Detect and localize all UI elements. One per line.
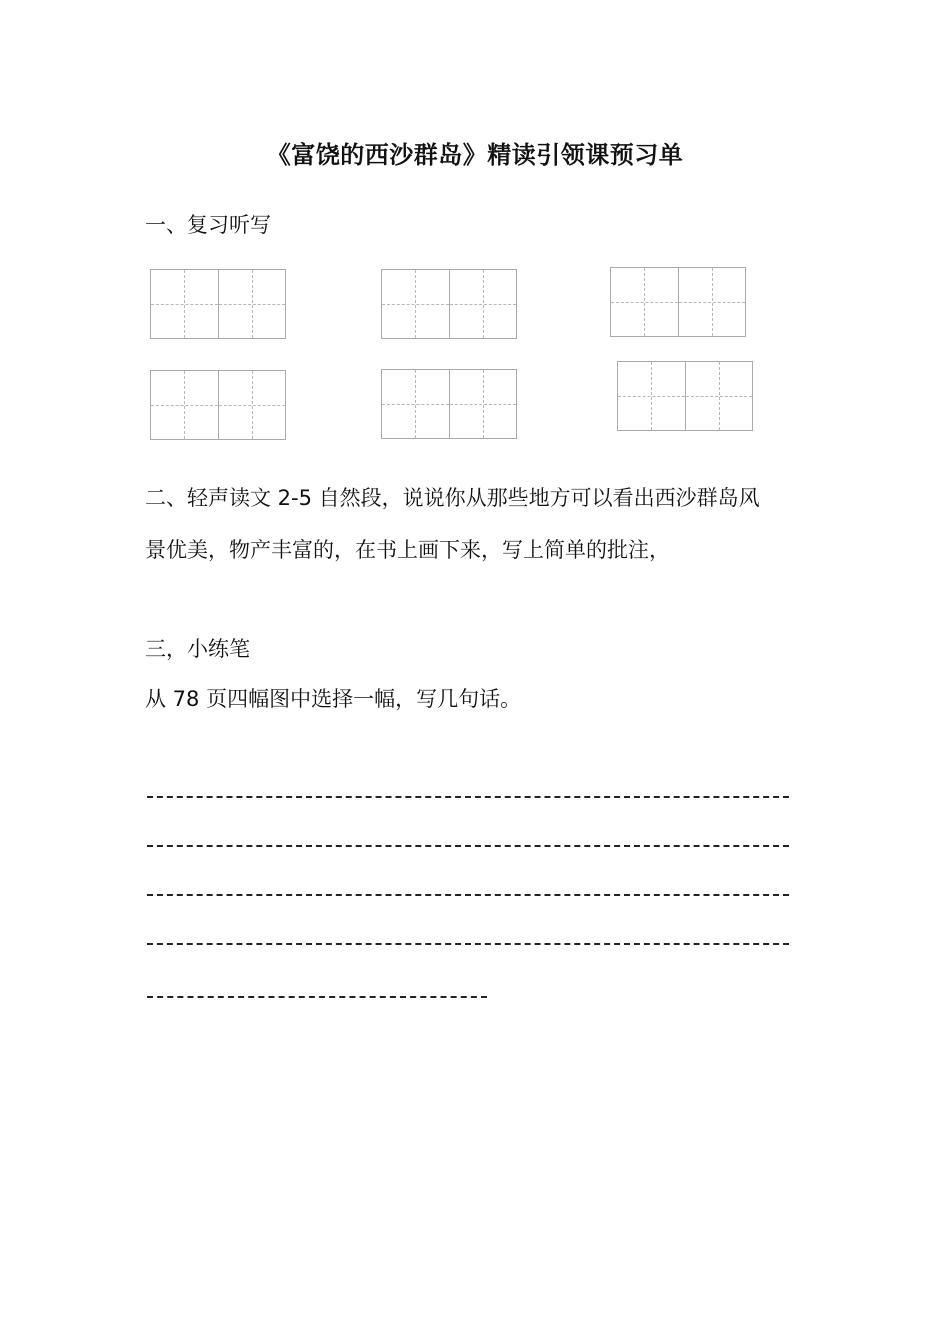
tian-cell <box>449 370 517 438</box>
dictation-box-4[interactable] <box>150 370 286 440</box>
dictation-box-6[interactable] <box>617 361 753 431</box>
dictation-box-1[interactable] <box>150 269 286 339</box>
tian-cell <box>218 270 286 338</box>
page-title: 《富饶的西沙群岛》精读引领课预习单 <box>266 141 684 169</box>
tian-cell <box>151 270 218 338</box>
tian-cell <box>151 371 218 439</box>
section-3-heading: 三，小练笔 <box>145 637 250 661</box>
dictation-box-5[interactable] <box>381 369 517 439</box>
section-3-prompt: 从 78 页四幅图中选择一幅，写几句话。 <box>145 687 522 711</box>
tian-cell <box>218 371 286 439</box>
tian-cell <box>382 370 449 438</box>
answer-line-1[interactable] <box>147 796 789 798</box>
tian-cell <box>678 268 746 336</box>
section-2-line-2: 景优美，物产丰富的，在书上画下来，写上简单的批注， <box>145 538 670 562</box>
section-2-line-1: 二、轻声读文 2-5 自然段，说说你从那些地方可以看出西沙群岛风 <box>145 486 760 510</box>
section-1-heading: 一、复习听写 <box>145 213 271 237</box>
dictation-box-2[interactable] <box>381 269 517 339</box>
answer-line-2[interactable] <box>147 845 789 847</box>
answer-line-3[interactable] <box>147 894 789 896</box>
tian-cell <box>685 362 753 430</box>
tian-cell <box>382 270 449 338</box>
tian-cell <box>449 270 517 338</box>
tian-cell <box>618 362 685 430</box>
dictation-box-3[interactable] <box>610 267 746 337</box>
answer-line-4[interactable] <box>147 943 789 945</box>
answer-line-5[interactable] <box>147 996 487 998</box>
tian-cell <box>611 268 678 336</box>
